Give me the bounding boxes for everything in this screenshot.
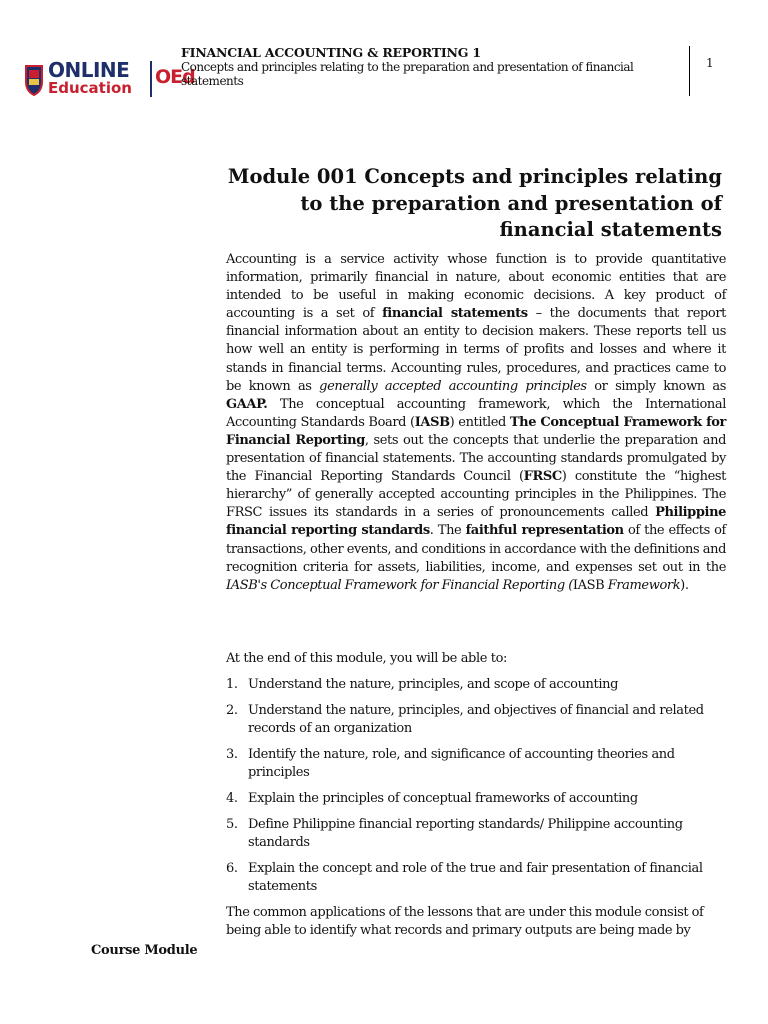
list-item: 3. Identify the nature, role, and significance of accounting theories and principles — [226, 747, 675, 780]
logo-education-text: Education — [48, 79, 132, 97]
shield-icon — [24, 64, 44, 96]
logo-divider — [150, 61, 152, 97]
page-number: 1 — [706, 56, 714, 70]
objectives-list — [226, 676, 722, 904]
footer-label: Course Module — [91, 943, 198, 958]
closing-paragraph: The common applications of the lessons that are under this module consist of being able to identify what records and primary outputs are being made by — [226, 905, 704, 938]
intro-paragraph: Accounting is a service activity whose function is to provide quantitative information, primarily financial in nature, about economic entities that are intended to be useful in making economic decisions. A key product of accounting is a set of financial statements – the documents that report financial information about an entity to decision makers. These reports tell us how well an entity is performing in terms of profits and losses and where it stands in financial terms. Accounting rules, procedures, and practices came to be known as generally accepted accounting principles or simply known as GAAP. The conceptual accounting framework, which the International Accounting Standards Board (IASB) entitled The Conceptual Framework for Financial Reporting, sets out the concepts that underlie the preparation and presentation of financial statements. The accounting standards promulgated by the Financial Reporting Standards Council (FRSC) constitute the “highest hierarchy” of generally accepted accounting principles in the Philippines. The FRSC issues its standards in a series of pronouncements called Philippine financial reporting standards. The faithful representation of the effects of transactions, other events, and conditions in accordance with the definitions and recognition criteria for assets, liabilities, income, and expenses set out in the IASB's Conceptual Framework for Financial Reporting (IASB Framework). — [226, 252, 727, 593]
list-item: 2. Understand the nature, principles, and objectives of financial and related records of an organization — [226, 703, 704, 736]
course-title: FINANCIAL ACCOUNTING & REPORTING 1 — [181, 45, 481, 60]
header-subtitle: Concepts and principles relating to the preparation and presentation of financial statements — [181, 60, 634, 88]
running-header — [181, 46, 681, 88]
logo-online-text: ONLINE — [48, 58, 130, 82]
school-logo — [24, 58, 195, 102]
list-item: 6. Explain the concept and role of the true and fair presentation of financial statements — [226, 861, 703, 894]
list-item: 1. Understand the nature, principles, and scope of accounting — [226, 677, 618, 692]
logo-oed-text: OEd — [155, 66, 195, 88]
module-title: Module 001 Concepts and principles relating to the preparation and presentation of financial statements — [227, 165, 722, 241]
objectives-lead: At the end of this module, you will be able to: — [226, 651, 507, 666]
header-divider — [689, 46, 690, 96]
list-item: 4. Explain the principles of conceptual frameworks of accounting — [226, 791, 638, 806]
list-item: 5. Define Philippine financial reporting standards/ Philippine accounting standards — [226, 817, 683, 850]
